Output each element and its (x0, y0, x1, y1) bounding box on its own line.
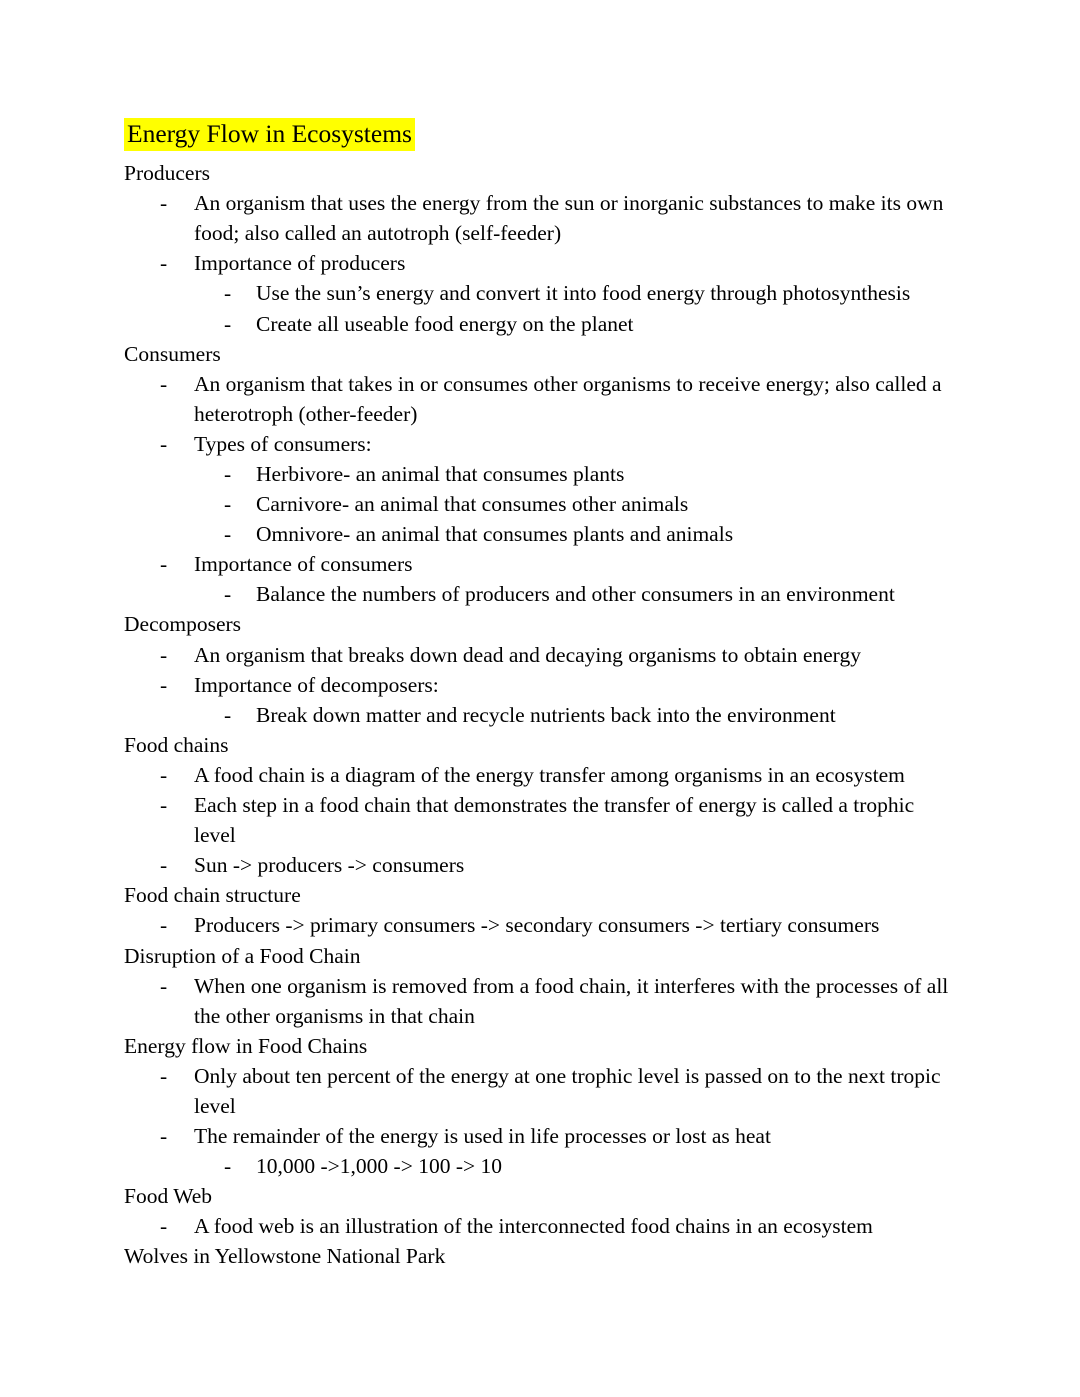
bullet-text: Only about ten percent of the energy at one trophic level is passed on to the next tropic level (194, 1063, 941, 1118)
bullet-marker: - (160, 371, 168, 396)
outline-heading: Decomposers (124, 612, 242, 637)
bullet-text: 10,000 ->1,000 -> 100 -> 10 (256, 1154, 502, 1179)
bullet-text: When one organism is removed from a food chain, it interferes with the processes of all the other organisms in that chain (194, 973, 949, 1028)
outline-sub-bullet (124, 700, 960, 730)
outline-heading: Wolves in Yellowstone National Park (124, 1244, 446, 1269)
bullet-marker: - (224, 1154, 232, 1179)
bullet-text: Types of consumers: (194, 431, 372, 456)
outline-bullet (124, 1211, 960, 1241)
outline-bullet (124, 549, 960, 579)
bullet-text: An organism that takes in or consumes other organisms to receive energy; also called a heterotroph (other-feeder) (194, 371, 942, 426)
outline-heading: Consumers (124, 341, 221, 366)
outline-bullet (124, 429, 960, 459)
bullet-marker: - (224, 582, 232, 607)
outline-bullet (124, 910, 960, 940)
bullet-text: A food chain is a diagram of the energy transfer among organisms in an ecosystem (194, 762, 905, 787)
bullet-marker: - (224, 702, 232, 727)
outline-bullet (124, 640, 960, 670)
outline-heading: Producers (124, 161, 210, 186)
bullet-marker: - (160, 793, 168, 818)
outline-bullet (124, 369, 960, 429)
bullet-marker: - (224, 492, 232, 517)
bullet-text: Herbivore- an animal that consumes plants (256, 462, 625, 487)
outline-bullet (124, 971, 960, 1031)
outline-bullet (124, 1121, 960, 1151)
outline-bullet (124, 188, 960, 248)
page-title-row (124, 118, 960, 156)
bullet-text: Carnivore- an animal that consumes other animals (256, 492, 689, 517)
bullet-text: An organism that uses the energy from the sun or inorganic substances to make its own food; also called an autotroph (self-feeder) (194, 191, 944, 246)
bullet-marker: - (160, 973, 168, 998)
bullet-marker: - (160, 431, 168, 456)
bullet-text: Importance of decomposers: (194, 672, 439, 697)
bullet-text: Create all useable food energy on the planet (256, 311, 634, 336)
outline-heading: Food chain structure (124, 883, 301, 908)
bullet-text: A food web is an illustration of the interconnected food chains in an ecosystem (194, 1214, 873, 1239)
outline-heading: Food chains (124, 732, 229, 757)
outline-sub-bullet (124, 519, 960, 549)
document-body (124, 158, 960, 1271)
bullet-text: An organism that breaks down dead and decaying organisms to obtain energy (194, 642, 861, 667)
bullet-text: Importance of producers (194, 251, 406, 276)
bullet-text: Each step in a food chain that demonstrates the transfer of energy is called a trophic level (194, 793, 915, 848)
outline-bullet (124, 670, 960, 700)
outline-sub-bullet (124, 309, 960, 339)
bullet-text: Break down matter and recycle nutrients back into the environment (256, 702, 836, 727)
bullet-marker: - (160, 191, 168, 216)
outline-heading: Energy flow in Food Chains (124, 1033, 368, 1058)
bullet-marker: - (160, 1063, 168, 1088)
outline-bullet (124, 790, 960, 850)
outline-sub-bullet (124, 579, 960, 609)
bullet-marker: - (160, 853, 168, 878)
bullet-marker: - (160, 913, 168, 938)
bullet-marker: - (224, 281, 232, 306)
outline-sub-bullet (124, 489, 960, 519)
page-title: Energy Flow in Ecosystems (124, 118, 415, 151)
outline-bullet (124, 760, 960, 790)
bullet-marker: - (160, 672, 168, 697)
bullet-marker: - (160, 642, 168, 667)
outline-heading: Disruption of a Food Chain (124, 943, 361, 968)
bullet-marker: - (160, 251, 168, 276)
outline-bullet (124, 1061, 960, 1121)
bullet-text: The remainder of the energy is used in life processes or lost as heat (194, 1124, 771, 1149)
outline-sub-bullet (124, 278, 960, 308)
outline-bullet (124, 248, 960, 278)
bullet-marker: - (160, 762, 168, 787)
bullet-marker: - (160, 1124, 168, 1149)
bullet-text: Sun -> producers -> consumers (194, 853, 465, 878)
bullet-text: Balance the numbers of producers and other consumers in an environment (256, 582, 895, 607)
outline-sub-bullet (124, 459, 960, 489)
outline-bullet (124, 850, 960, 880)
bullet-marker: - (160, 552, 168, 577)
bullet-text: Importance of consumers (194, 552, 413, 577)
bullet-text: Use the sun’s energy and convert it into food energy through photosynthesis (256, 281, 911, 306)
bullet-marker: - (224, 522, 232, 547)
bullet-text: Producers -> primary consumers -> secondary consumers -> tertiary consumers (194, 913, 880, 938)
bullet-marker: - (224, 311, 232, 336)
bullet-text: Omnivore- an animal that consumes plants and animals (256, 522, 734, 547)
outline-heading: Food Web (124, 1184, 213, 1209)
outline-sub-bullet (124, 1151, 960, 1181)
bullet-marker: - (224, 462, 232, 487)
bullet-marker: - (160, 1214, 168, 1239)
